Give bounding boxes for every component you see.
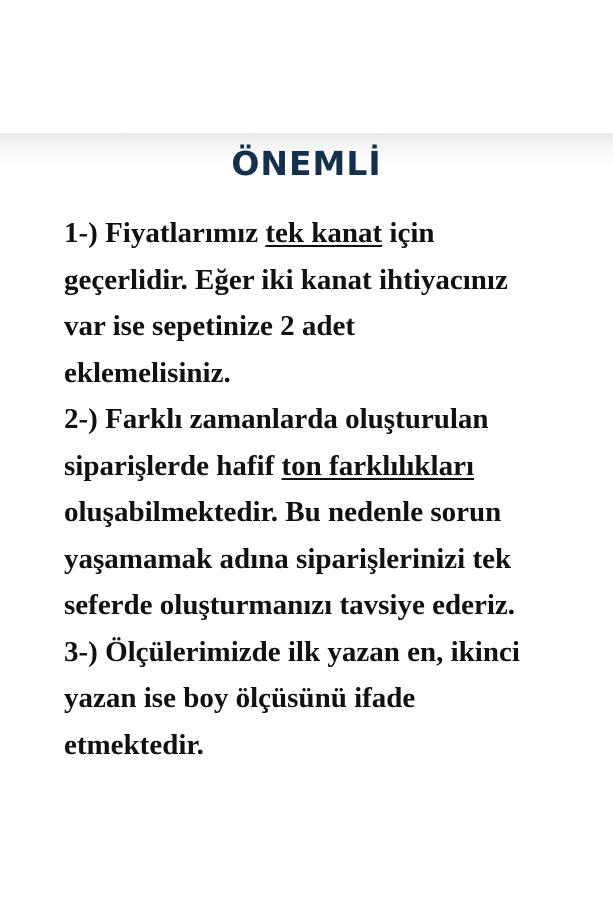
note-1-line-3: var ise sepetinize 2 adet [64,310,356,342]
note-2-line-2 [64,443,584,490]
note-2-line-1: 2-) Farklı zamanlarda oluşturulan [64,403,489,435]
note-1-line-1-end: için [382,217,435,249]
note-2-line-2-start: siparişlerde hafif [64,449,282,482]
note-1-line-1 [64,210,584,257]
note-1-line-1-start: 1-) Fiyatlarımız [64,217,266,249]
note-1-line-2: geçerlidir. Eğer iki kanat ihtiyacınız [64,263,508,296]
note-3-line-2: yazan ise boy ölçüsünü ifade [64,682,416,714]
note-3-line-1: 3-) Ölçülerimizde ilk yazan en, ikinci [64,635,520,668]
note-3-line-3: etmektedir. [64,728,204,761]
notes-body [64,210,584,768]
note-1-line-4: eklemelisiniz. [64,356,231,389]
note-2-line-3: oluşabilmektedir. Bu nedenle sorun [64,496,502,528]
note-2-underlined-term: ton farklılıkları [281,449,475,482]
page-title: ÖNEMLİ [231,144,382,183]
note-1-underlined-term: tek kanat [265,217,383,249]
note-2-line-4: yaşamamak adına siparişlerinizi tek [64,542,512,575]
note-2-line-5: seferde oluşturmanızı tavsiye ederiz. [64,589,516,621]
